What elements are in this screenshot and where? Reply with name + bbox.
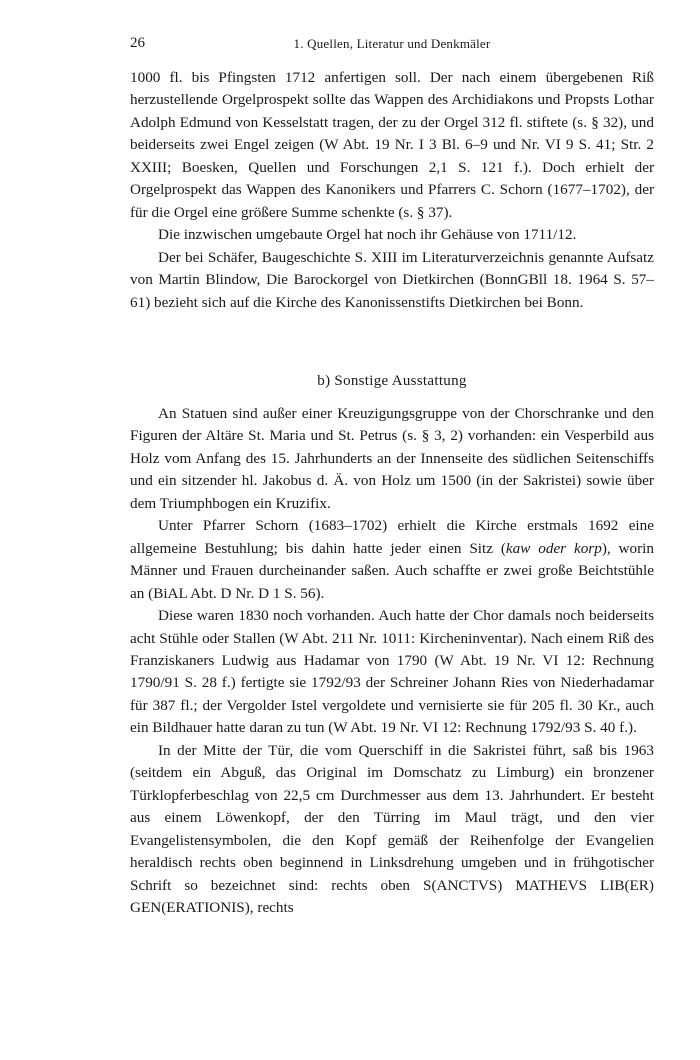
section-heading: b) Sonstige Ausstattung [317,373,467,389]
paragraph: Der bei Schäfer, Baugeschichte S. XIII im Literaturverzeichnis genannte Aufsatz von Martin Blindow, Die Barockorgel von Dietkirchen (BonnGBll 18. 1964 S. 57–61) bezieht sich auf die Kirche des Kanonissenstifts Dietkirchen bei Bonn. [130,248,654,311]
paragraph-text: ), worin Männer und Frauen durcheinander saßen. Auch schaffte er zwei große Beichtstühle an (BiAL Abt. D Nr. D 1 S. 56). [130,539,654,602]
paragraph: An Statuen sind außer einer Kreuzigungsgruppe von der Chorschranke und den Figuren der Altäre St. Maria und St. Petrus (s. § 3, 2) vorhanden: ein Vesperbild aus Holz vom Anfang des 15. Jahrhunderts an der Innenseite des südlichen Seitenschiffs und ein sitzender hl. Jakobus d. Ä. von Holz um 1500 (in der Sakristei) sowie über dem Triumphbogen ein Kruzifix. [130,405,654,512]
paragraph: Diese waren 1830 noch vorhanden. Auch hatte der Chor damals noch beiderseits acht Stühle oder Stallen (W Abt. 211 Nr. 1011: Kircheninventar). Nach einem Riß des Franziskaners Ludwig aus Hadamar von 1790 (W Abt. 19 Nr. VI 12: Rechnung 1790/91 S. 28 f.) fertigte sie 1792/93 der Schreiner Johann Ries von Niederhadamar für 387 fl.; der Vergolder Istel vergoldete und vernisierte sie für 205 fl. 30 Kr., auch ein Bildhauer hatte daran zu tun (W Abt. 19 Nr. VI 12: Rechnung 1792/93 S. 40 f.). [130,607,654,737]
paragraph: 1000 fl. bis Pfingsten 1712 anfertigen soll. Der nach einem übergebenen Riß herzustellende Orgelprospekt sollte das Wappen des Archidiakons und Propsts Lothar Adolph Edmund von Kesselstatt tragen, der zu der Orgel 312 fl. stiftete (s. § 32), und beiderseits zwei Engel zeigen (W Abt. 19 Nr. I 3 Bl. 6–9 und Nr. VI 9 S. 41; Str. 2 XXIII; Boesken, Quellen und Forschungen 2,1 S. 121 f.). Doch erhielt der Orgelprospekt das Wappen des Kanonikers und Pfarrers C. Schorn (1677–1702), der für die Orgel eine größere Summe schenkte (s. § 37). [130,69,654,221]
paragraph-text: Unter Pfarrer Schorn (1683–1702) erhielt die Kirche erstmals 1692 eine allgemeine Bestuhlung; bis dahin hatte jeder einen Sitz ( [130,517,654,557]
paragraph: In der Mitte der Tür, die vom Querschiff in die Sakristei führt, saß bis 1963 (seitdem ein Abguß, das Original im Domschatz zu Limburg) ein bronzener Türklopferbeschlag von 22,5 cm Durchmesser aus dem 13. Jahrhundert. Er besteht aus einem Löwenkopf, der den Türring im Maul trägt, und den vier Evangelistensymbolen, die den Kopf gemäß der Reihenfolge der Evangelien heraldisch rechts oben beginnend in Linksdrehung umgeben und in frühgotischer Schrift so bezeichnet sind: rechts oben S(ANCTVS) MATHEVS LIB(ER) GEN(ERATIONIS), rechts [130,741,654,916]
page-number: 26 [130,35,145,51]
running-head: 1. Quellen, Literatur und Denkmäler [293,36,491,51]
section-a-text [130,67,654,314]
italic-quote: kaw oder korp [505,539,602,557]
paragraph: Die inzwischen umgebaute Orgel hat noch ihr Gehäuse von 1711/12. [158,226,577,244]
paragraph [130,515,654,605]
section-b-text [130,403,654,919]
